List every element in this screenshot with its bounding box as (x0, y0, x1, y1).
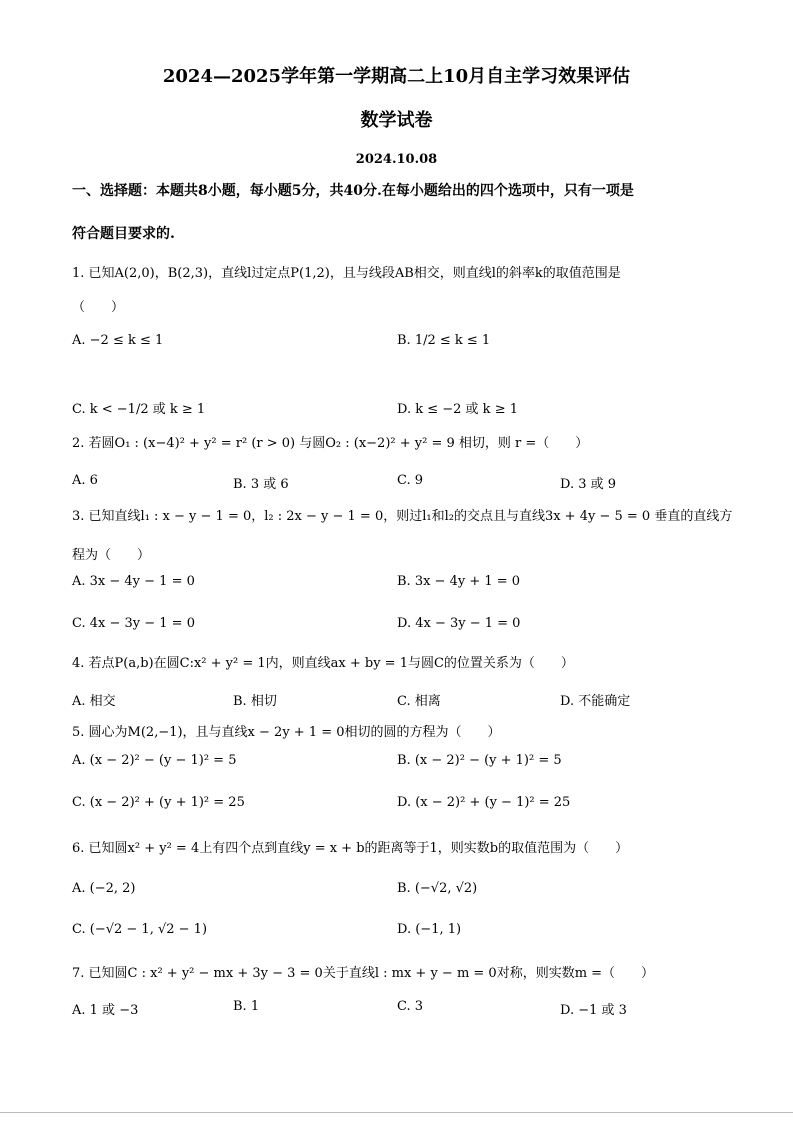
question-6-option-c: C. (−√2 − 1, √2 − 1) (72, 922, 208, 937)
question-3-option-c: C. 4x − 3y − 1 = 0 (72, 616, 195, 631)
question-3-text-continued: 程为（ ） (72, 548, 151, 563)
question-4-option-b: B. 相切 (233, 694, 277, 709)
question-7-option-c: C. 3 (397, 999, 424, 1014)
question-5-option-d: D. (x − 2)² + (y − 1)² = 25 (397, 795, 571, 810)
question-1-text: 1. 已知A(2,0)，B(2,3)，直线l过定点P(1,2)，且与线段AB相交，则直线l的斜率k的取值范围是 (72, 266, 621, 281)
question-5-option-c: C. (x − 2)² + (y + 1)² = 25 (72, 795, 245, 810)
question-4-option-c: C. 相离 (397, 694, 441, 709)
question-2-text: 2. 若圆O₁ : (x−4)² + y² = r² (r > 0) 与圆O₂ : (x−2)² + y² = 9 相切，则 r =（ ） (72, 436, 589, 451)
question-1-option-c: C. k < −1/2 或 k ≥ 1 (72, 402, 206, 417)
question-2-option-b: B. 3 或 6 (233, 477, 289, 492)
question-3-option-a: A. 3x − 4y − 1 = 0 (72, 574, 195, 589)
question-7-option-a: A. 1 或 −3 (72, 1003, 139, 1018)
question-1-option-d: D. k ≤ −2 或 k ≥ 1 (397, 402, 518, 417)
question-6-option-b: B. (−√2, √2) (397, 881, 478, 896)
section-heading-line1: 一、选择题：本题共8小题，每小题5分，共40分.在每小题给出的四个选项中，只有一项是 (72, 183, 634, 199)
question-4-option-d: D. 不能确定 (560, 694, 631, 709)
question-1-paren: （ ） (72, 300, 125, 315)
question-6-option-a: A. (−2, 2) (72, 881, 136, 896)
exam-date: 2024.10.08 (355, 152, 438, 167)
question-6-text: 6. 已知圆x² + y² = 4上有四个点到直线y = x + b的距离等于1，则实数b的取值范围为（ ） (72, 841, 629, 856)
question-7-text: 7. 已知圆C : x² + y² − mx + 3y − 3 = 0关于直线l : mx + y − m = 0对称，则实数m =（ ） (72, 966, 655, 981)
question-4-option-a: A. 相交 (72, 694, 116, 709)
question-2-option-a: A. 6 (72, 473, 98, 488)
question-7-option-d: D. −1 或 3 (560, 1003, 627, 1018)
question-3-text: 3. 已知直线l₁ : x − y − 1 = 0，l₂ : 2x − y − 1 = 0，则过l₁和l₂的交点且与直线3x + 4y − 5 = 0 垂直的直线方 (72, 509, 733, 524)
question-5-option-a: A. (x − 2)² − (y − 1)² = 5 (72, 753, 237, 768)
question-3-option-b: B. 3x − 4y + 1 = 0 (397, 574, 521, 589)
page-bottom-rule (0, 1112, 793, 1113)
question-5-option-b: B. (x − 2)² − (y + 1)² = 5 (397, 753, 562, 768)
question-1-option-b: B. 1/2 ≤ k ≤ 1 (397, 333, 491, 348)
question-1-option-a: A. −2 ≤ k ≤ 1 (72, 333, 164, 348)
question-6-option-d: D. (−1, 1) (397, 922, 462, 937)
question-3-option-d: D. 4x − 3y − 1 = 0 (397, 616, 521, 631)
question-7-option-b: B. 1 (233, 999, 260, 1014)
section-heading-line2: 符合题目要求的. (72, 226, 175, 242)
question-2-option-d: D. 3 或 9 (560, 477, 617, 492)
question-2-option-c: C. 9 (397, 473, 424, 488)
exam-title: 2024—2025学年第一学期高二上10月自主学习效果评估 (162, 66, 631, 87)
question-5-text: 5. 圆心为M(2,−1)，且与直线x − 2y + 1 = 0相切的圆的方程为（ ） (72, 725, 501, 740)
question-4-text: 4. 若点P(a,b)在圆C:x² + y² = 1内，则直线ax + by = 1与圆C的位置关系为（ ） (72, 656, 574, 671)
exam-subtitle: 数学试卷 (360, 110, 433, 131)
